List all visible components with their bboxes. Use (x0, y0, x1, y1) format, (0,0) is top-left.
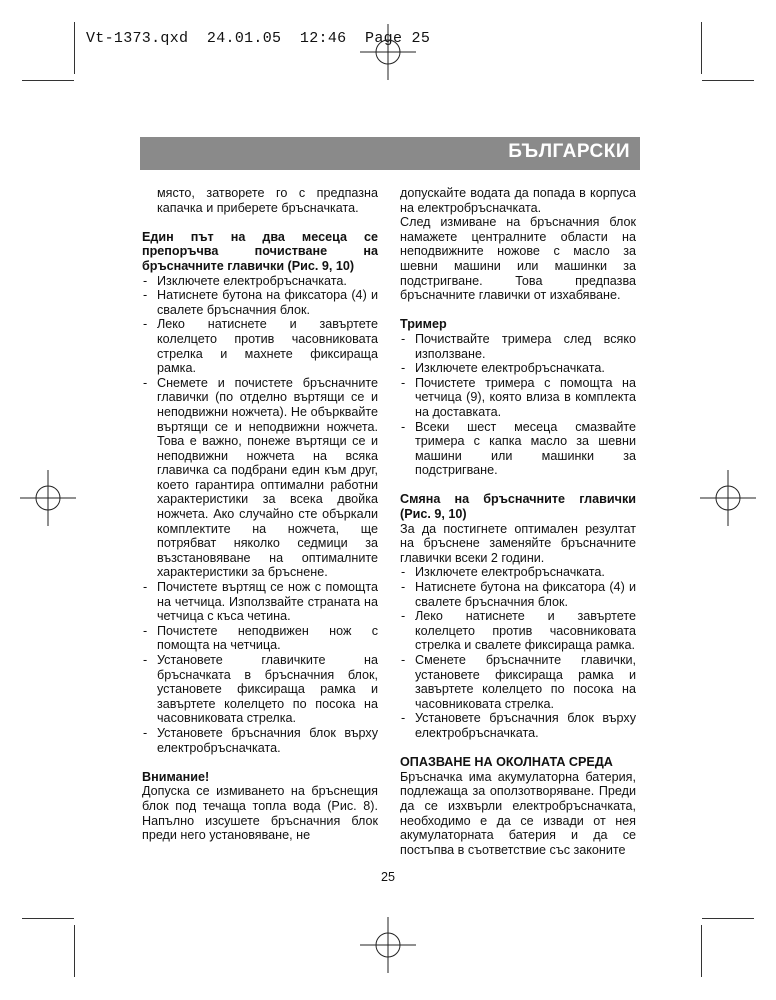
list-item: - Установете главичките на бръсначката в бръсначния блок, установете фиксираща рамка и завъртете колелцето по посока на часовниковата стрелка. (142, 653, 378, 726)
right-column (400, 186, 636, 857)
cleaning-steps-list (142, 274, 378, 756)
list-item: - Почиствайте тримера след всяко използване. (400, 332, 636, 361)
after-wash-text: След измиване на бръсначния блок намажете централните области на неподвижните ножове с масло за шевни машини или машинки за подстригване. Това предпазва бръсначните главички от изхабяване. (400, 215, 636, 303)
crop-mark-bottom-right-v (701, 925, 702, 977)
list-item: - Установете бръсначния блок върху електробръсначката. (400, 711, 636, 740)
crop-mark-bottom-right-h (702, 918, 754, 919)
crop-mark-top-left-v (74, 22, 75, 74)
warning-heading: Внимание! (142, 769, 210, 784)
cleaning-heading: Един път на два месеца се препоръчва почистване на бръсначните главички (Рис. 9, 10) (142, 229, 378, 273)
registration-mark-top (358, 22, 418, 82)
list-item: - Снемете и почистете бръсначните главички (по отделно въртящи се и неподвижни ножчета). Не обърквайте въртящи се и неподвижни ножчета. Това е важно, понеже въртящи се и неподвижни ножчета на всяка главичка са подбрани един към друг, което гарантира оптимални работни характеристики за всека двойка ножчета. Ако случайно сте объркали комплектите на ножчета, ще потрябват няколко седмици за възстановяване на оптималните характеристики за бръснене. (142, 376, 378, 580)
warning-text: Допуска се измиването на бръснещия блок под течаща топла вода (Рис. 8). Напълно изсушете бръсначния блок преди него установяване, не (142, 784, 378, 843)
trimmer-steps-list (400, 332, 636, 478)
list-item: - Леко натиснете и завъртете колелцето против часовниковата стрелка и свалете фиксираща рамка. (400, 609, 636, 653)
registration-mark-right (698, 468, 758, 528)
crop-mark-bottom-left-v (74, 925, 75, 977)
list-item: - Почистете неподвижен нож с помощта на четчица. (142, 624, 378, 653)
crop-mark-top-left-h (22, 80, 74, 81)
list-item: - Изключете електробръсначката. (400, 361, 636, 376)
page-number: 25 (380, 870, 395, 884)
list-item: - Изключете електробръсначката. (142, 274, 378, 289)
environment-heading: ОПАЗВАНЕ НА ОКОЛНАТА СРЕДА (400, 755, 613, 770)
replace-heads-heading: Смяна на бръсначните главички (Рис. 9, 10) (400, 492, 636, 522)
language-banner (140, 137, 640, 170)
language-banner-title: БЪЛГАРСКИ (508, 141, 630, 162)
list-item: - Натиснете бутона на фиксатора (4) и свалете бръсначния блок. (400, 580, 636, 609)
environment-text: Бръсначка има акумулаторна батерия, подлежаща за оползотворяване. Преди да се изхвърли електробръсначката, необходимо е да се извади от нея акумулаторната батерия и да се постъпва в съответствие със законите (400, 769, 636, 857)
replace-heads-intro: За да постигнете оптимален резултат на бръснене заменяйте бръсначните главички всеки 2 години. (400, 521, 636, 565)
crop-mark-top-right-v (701, 22, 702, 74)
intro-continuation: място, затворете го с предпазна капачка и приберете бръсначката. (157, 186, 378, 215)
print-slug: Vt-1373.qxd 24.01.05 12:46 Page 25 (86, 30, 431, 47)
registration-mark-left (18, 468, 78, 528)
replace-steps-list (400, 565, 636, 740)
list-item: - Леко натиснете и завъртете колелцето против часовниковата стрелка и махнете фиксираща рамка. (142, 317, 378, 375)
list-item: - Почистете тримера с помощта на четчица (9), която влиза в комплекта на доставката. (400, 376, 636, 420)
crop-mark-top-right-h (702, 80, 754, 81)
list-item: - Почистете въртящ се нож с помощта на четчица. Използвайте страната на четчица с къса четина. (142, 580, 378, 624)
water-warning-continuation: допускайте водата да попада в корпуса на електробръсначката. (400, 186, 636, 215)
list-item: - Всеки шест месеца смазвайте тримера с капка масло за шевни машини или машинки за подстригване. (400, 420, 636, 478)
list-item: - Натиснете бутона на фиксатора (4) и свалете бръсначния блок. (142, 288, 378, 317)
list-item: - Установете бръсначния блок върху електробръсначката. (142, 726, 378, 755)
registration-mark-bottom (358, 915, 418, 975)
trimmer-heading: Тример (400, 317, 447, 332)
list-item: - Изключете електробръсначката. (400, 565, 636, 580)
list-item: - Сменете бръсначните главички, установете фиксираща рамка и завъртете колелцето по посока на часовниковата стрелка. (400, 653, 636, 711)
left-column (142, 186, 378, 843)
crop-mark-bottom-left-h (22, 918, 74, 919)
